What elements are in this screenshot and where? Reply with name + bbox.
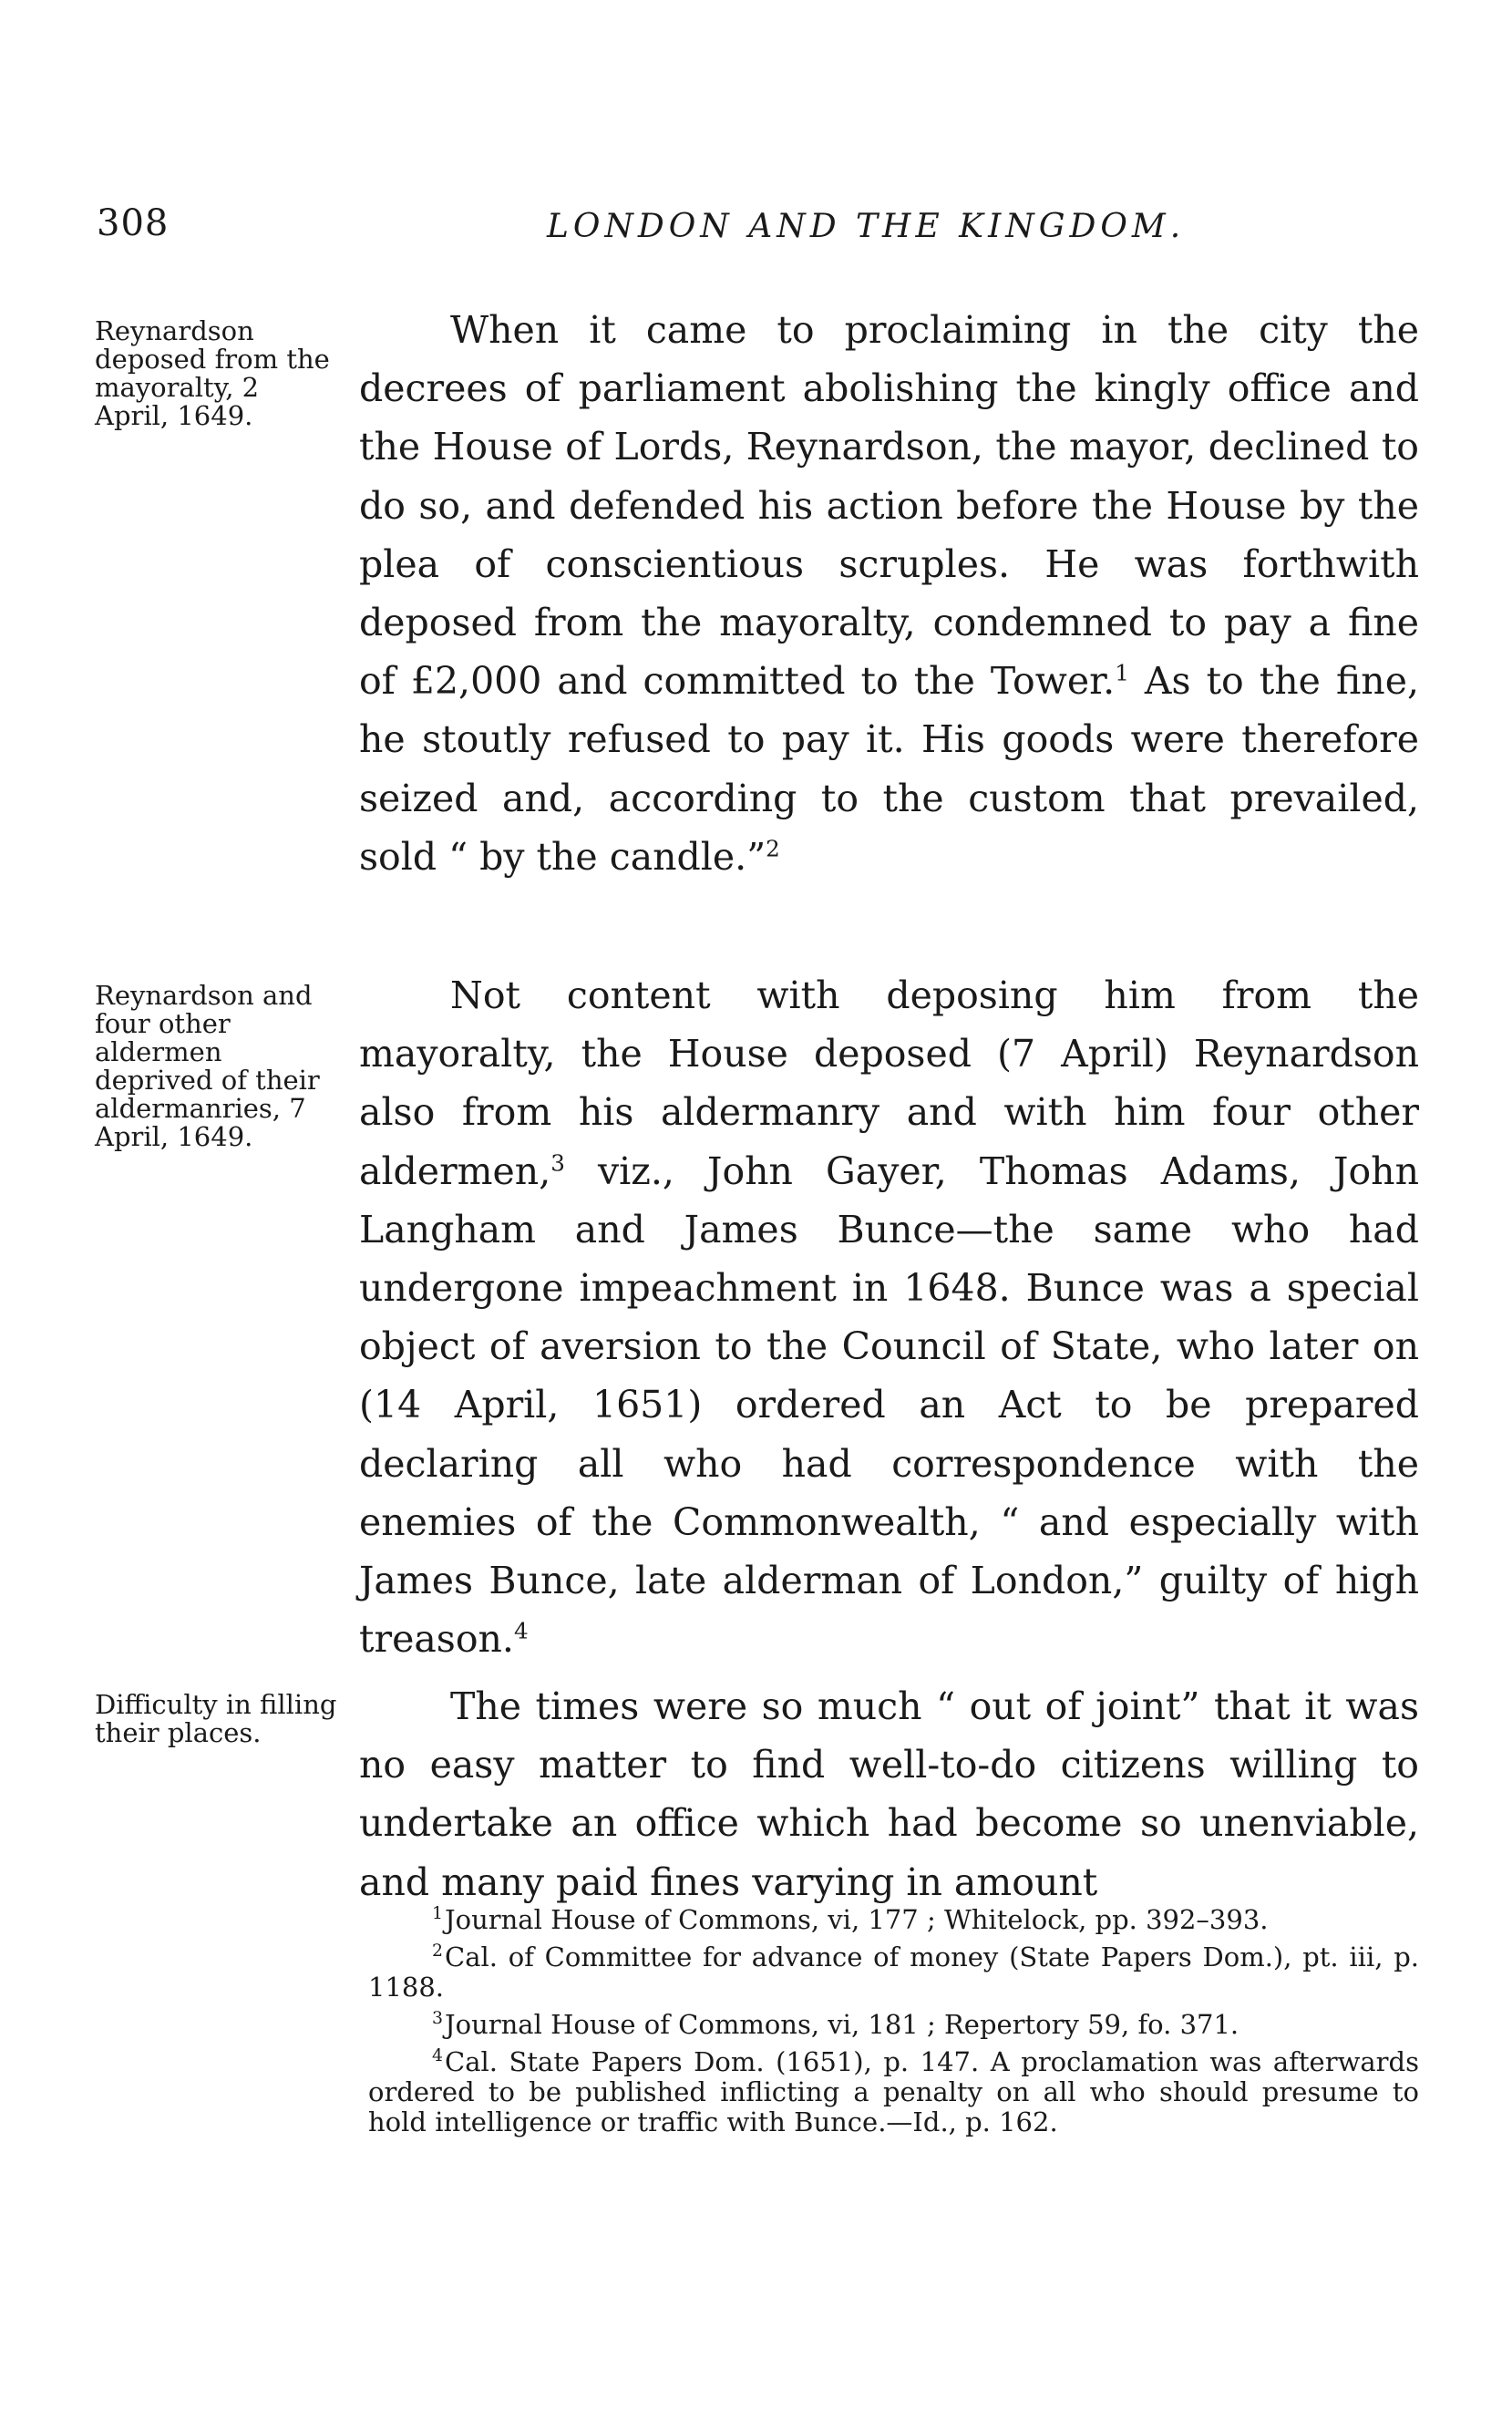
footnote-2-text: Cal. of Committee for advance of money (State Papers Dom.), pt. iii, p. 1188. <box>368 1941 1419 2003</box>
footnote-3-number: 3 <box>432 2009 443 2029</box>
sidenote-reynardson-deposed: Reynardson deposed from the mayoralty, 2 April, 1649. <box>95 315 330 431</box>
paragraph-1-text-b: As to the fine, he stoutly refused to pay it. His goods were therefore seized and, according to the custom that prevailed, sold “ by the candle.” <box>359 659 1419 879</box>
footnote-2 <box>368 1942 1419 2003</box>
footnote-ref-2: 2 <box>766 835 780 862</box>
paragraph-3 <box>359 1677 1419 1911</box>
footnote-ref-4: 4 <box>513 1617 529 1644</box>
footnote-1-text: Journal House of Commons, vi, 177 ; Whitelock, pp. 392–393. <box>445 1904 1269 1935</box>
paragraph-2-text-a: Not content with deposing him from the mayoralty, the House deposed (7 April) Reynardson also from his aldermanry and with him four other aldermen, <box>359 973 1419 1193</box>
footnote-3 <box>368 2010 1419 2040</box>
footnote-ref-1: 1 <box>1115 659 1129 686</box>
footnote-4 <box>368 2047 1419 2137</box>
paragraph-1 <box>359 301 1419 886</box>
sidenote-aldermen-deprived: Reynardson and four other aldermen deprived of their aldermanries, 7 April, 1649. <box>95 980 320 1152</box>
paragraph-2-text-b: viz., John Gayer, Thomas Adams, John Langham and James Bunce—the same who had undergone impeachment in 1648. Bunce was a special object of aversion to the Council of State, who later on (14 April, 1651) ordered an Act to be prepared declaring all who had correspondence with the enemies of the Commonwealth, “ and especially with James Bunce, late alderman of London,” guilty of high treason. <box>359 1148 1419 1662</box>
footnote-1 <box>368 1905 1419 1935</box>
sidenote-difficulty-filling: Difficulty in filling their places. <box>95 1689 337 1748</box>
paragraph-2 <box>359 966 1419 1668</box>
footnote-1-number: 1 <box>432 1904 443 1924</box>
paragraph-3-text: The times were so much “ out of joint” that it was no easy matter to find well-to-do citizens willing to undertake an office which had become so unenviable, and many paid fines varying in amount <box>359 1684 1419 1904</box>
page-number: 308 <box>97 202 170 244</box>
footnote-2-number: 2 <box>432 1941 443 1962</box>
footnote-3-text: Journal House of Commons, vi, 181 ; Repertory 59, fo. 371. <box>445 2009 1239 2040</box>
paragraph-1-text-a: When it came to proclaiming in the city the decrees of parliament abolishing the kingly office and the House of Lords, Reynardson, the mayor, declined to do so, and defended his action before the House by the plea of conscientious scruples. He was forthwith deposed from the mayoralty, condemned to pay a fine of £2,000 and committed to the Tower. <box>359 308 1419 704</box>
footnote-4-text: Cal. State Papers Dom. (1651), p. 147. A proclamation was afterwards ordered to be published inflicting a penalty on all who should presume to hold intelligence or traffic with Bunce.—Id., p. 162. <box>368 2046 1419 2137</box>
footnote-ref-3: 3 <box>550 1148 565 1176</box>
running-title: LONDON AND THE KINGDOM. <box>547 208 1186 245</box>
footnotes <box>368 1905 1419 2145</box>
footnote-4-number: 4 <box>432 2046 443 2066</box>
